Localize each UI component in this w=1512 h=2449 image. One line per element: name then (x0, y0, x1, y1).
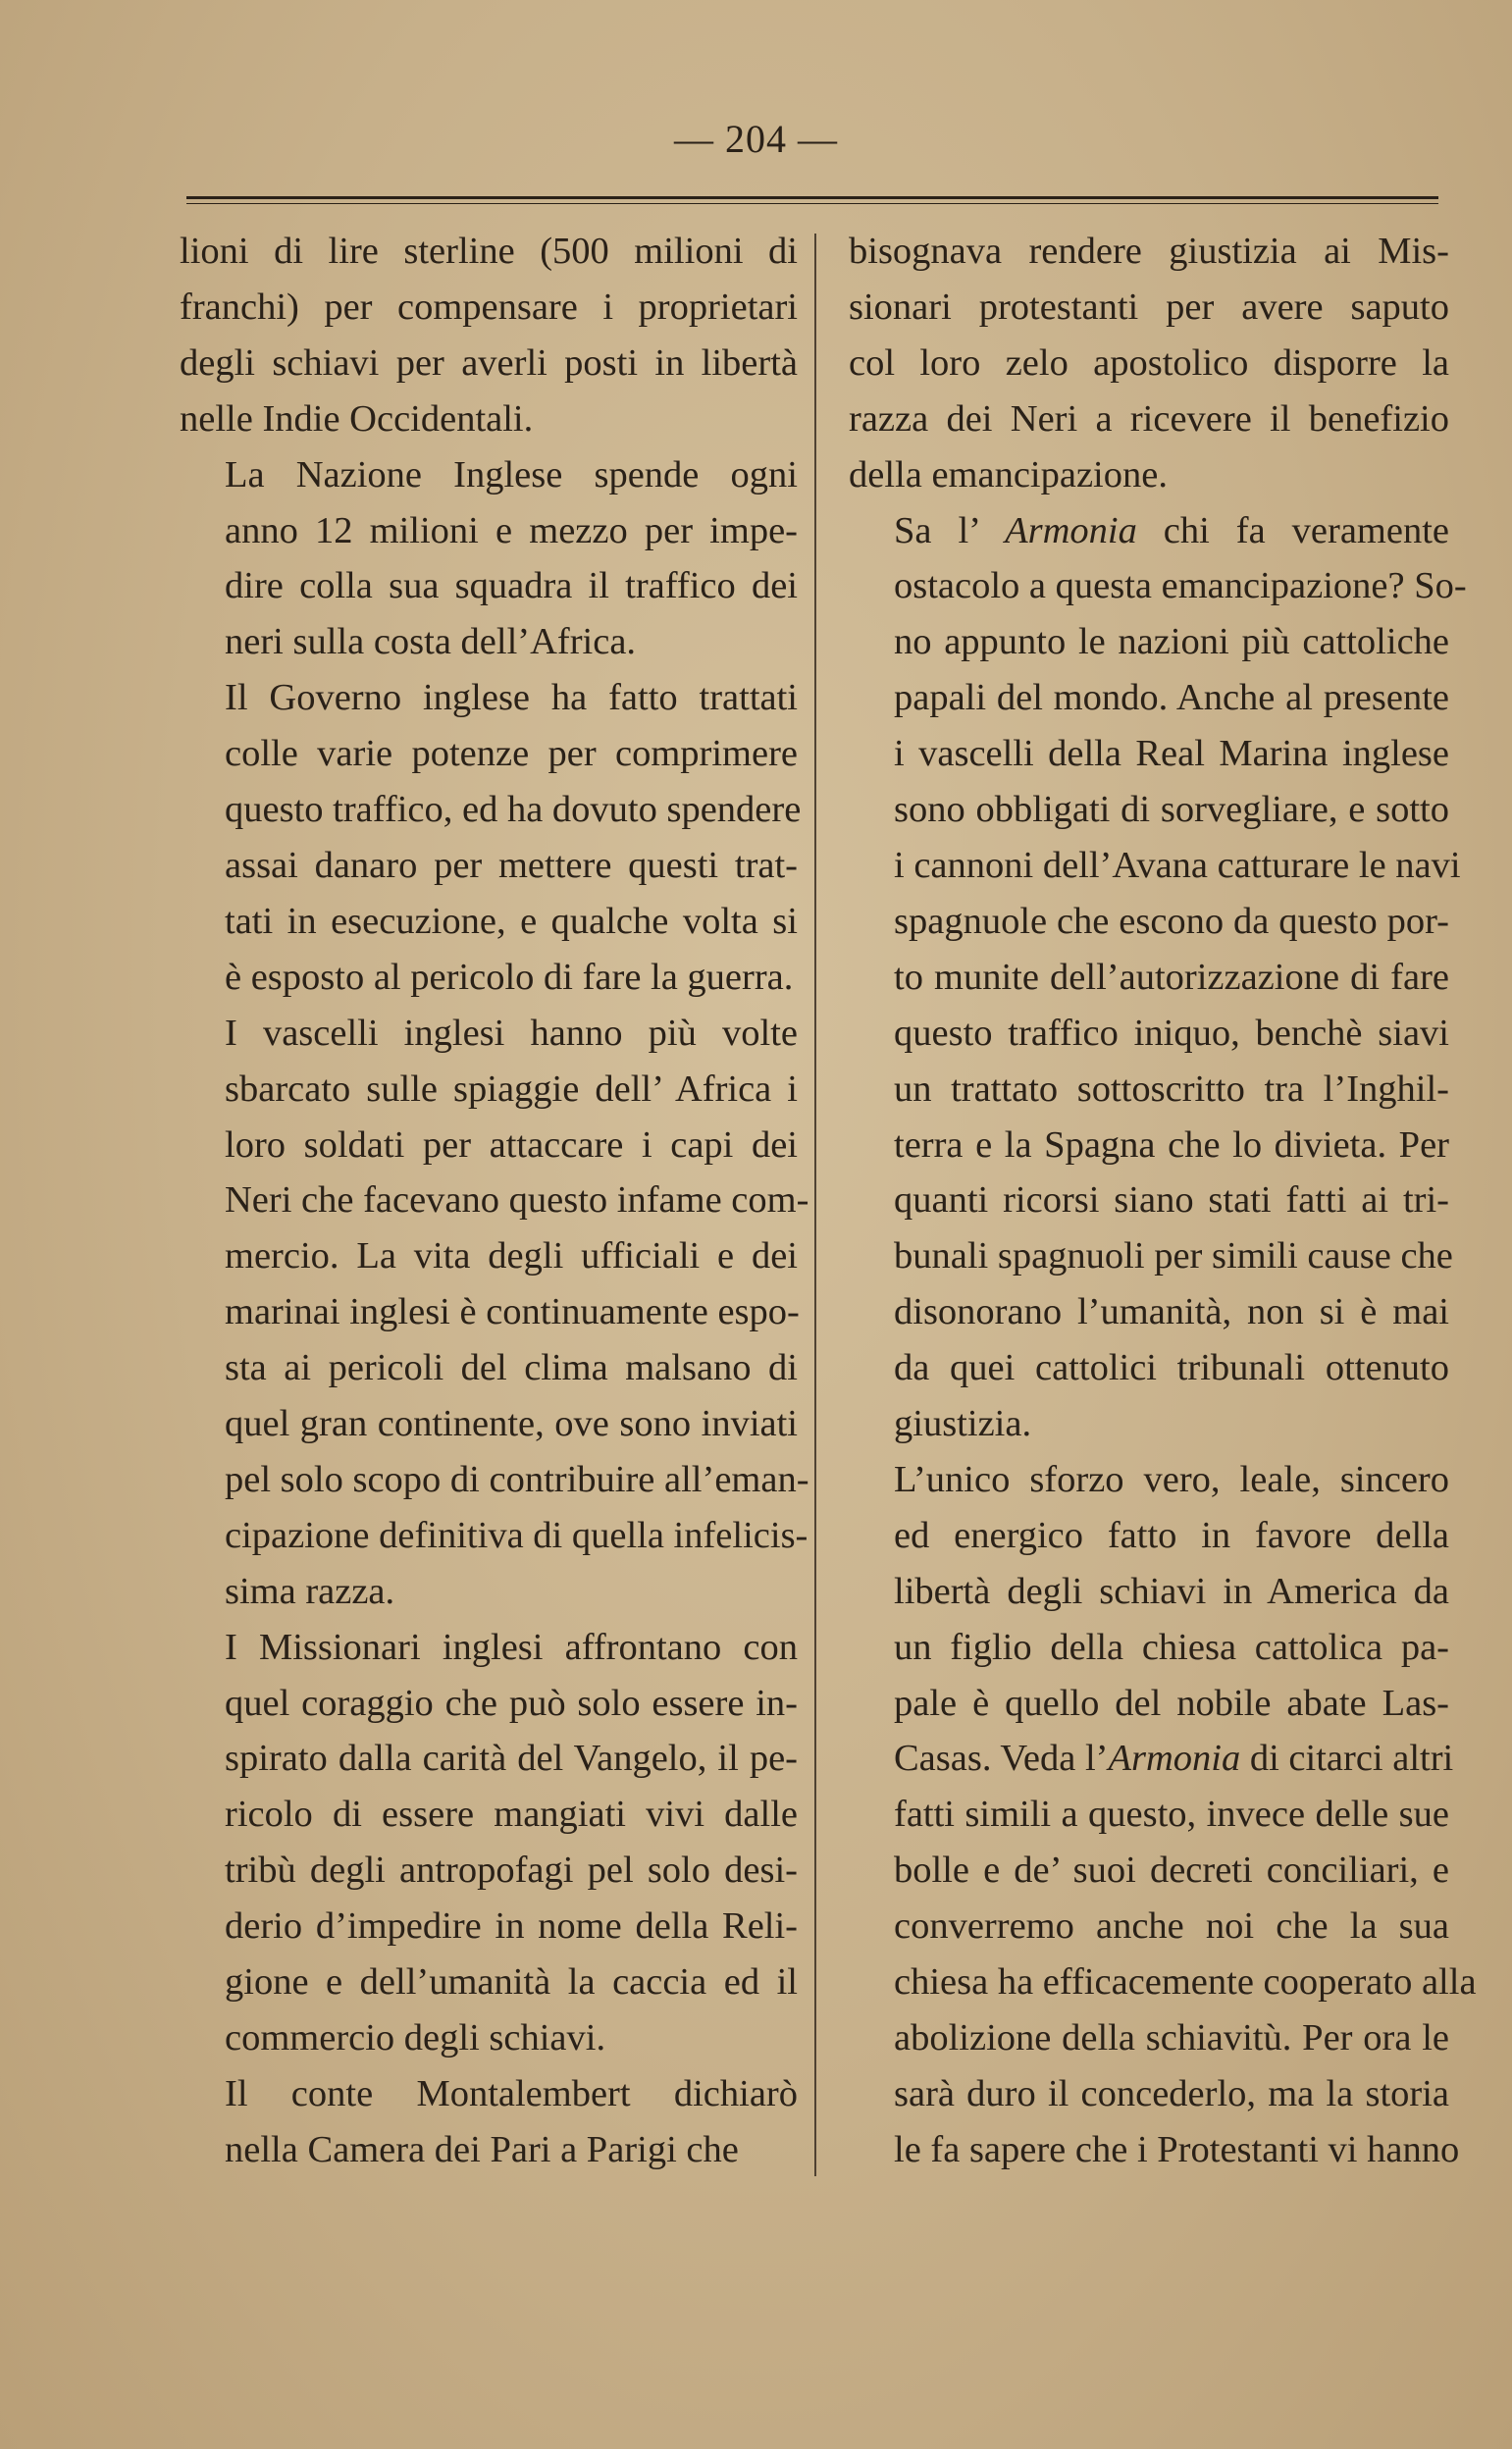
text-line: sionari protestanti per avere saputo (849, 286, 1449, 328)
text-line: to munite dell’autorizzazione di fare (894, 956, 1449, 998)
text-line: cipazione definitiva di quella infelicis- (225, 1514, 808, 1556)
text-line: quel coraggio che può solo essere in- (225, 1682, 798, 1724)
text-line: bisognava rendere giustizia ai Mis- (849, 231, 1449, 272)
paragraph (180, 224, 798, 447)
text-line: gione e dell’umanità la caccia ed il (225, 1961, 798, 2004)
text-line: questo traffico, ed ha dovuto spendere (225, 789, 802, 831)
text-line: degli schiavi per averli posti in libertà (180, 341, 798, 384)
paragraph (180, 670, 802, 1005)
text-line: I Missionari inglesi affrontano con (225, 1626, 798, 1668)
text-line: questo traffico iniquo, benchè siavi (894, 1012, 1449, 1054)
paragraph (180, 447, 798, 671)
text-line: tati in esecuzione, e qualche volta si (225, 900, 798, 942)
text-line: razza dei Neri a ricevere il benefizio (849, 397, 1449, 440)
header-rule (186, 196, 1438, 204)
paragraph (180, 2066, 798, 2178)
text-line: Il conte Montalembert dichiarò (225, 2072, 798, 2114)
text-line: pel solo scopo di contribuire all’eman- (225, 1458, 809, 1500)
paragraph (849, 1452, 1477, 2178)
text-line: mercio. La vita degli ufficiali e dei (225, 1235, 798, 1277)
text-line: marinai inglesi è continuamente espo- (225, 1291, 800, 1333)
paragraph (849, 224, 1449, 503)
text-line: converremo anche noi che la sua (894, 1905, 1449, 1948)
text-line: Casas. Veda l’Armonia di citarci altri (894, 1738, 1454, 1780)
text-line: nelle Indie Occidentali. (180, 397, 534, 440)
text-line: I vascelli inglesi hanno più volte (225, 1012, 798, 1054)
text-line: è esposto al pericolo di fare la guerra. (225, 956, 794, 998)
text-line: chiesa ha efficacemente cooperato alla (894, 1961, 1477, 2004)
text-line: neri sulla costa dell’Africa. (225, 621, 637, 663)
text-line: anno 12 milioni e mezzo per impe- (225, 509, 798, 551)
text-line: Il Governo inglese ha fatto trattati (225, 677, 798, 719)
text-line: ostacolo a questa emancipazione? So- (894, 565, 1467, 607)
text-line: franchi) per compensare i proprietari (180, 286, 798, 328)
text-line: un figlio della chiesa cattolica pa- (894, 1626, 1449, 1668)
text-line: colle varie potenze per comprimere (225, 733, 798, 775)
left-column (180, 224, 809, 2178)
text-line: i cannoni dell’Avana catturare le navi (894, 844, 1461, 886)
text-line: ricolo di essere mangiati vivi dalle (225, 1794, 798, 1836)
text-line: sbarcato sulle spiaggie dell’ Africa i (225, 1068, 798, 1110)
text-line: papali del mondo. Anche al presente (894, 677, 1449, 719)
text-line: giustizia. (894, 1403, 1032, 1445)
text-line: bunali spagnuoli per simili cause che (894, 1235, 1453, 1277)
text-line: tribù degli antropofagi pel solo desi- (225, 1850, 798, 1892)
text-line: quel gran continente, ove sono inviati (225, 1403, 798, 1445)
column-divider (814, 234, 816, 2176)
text-line: pale è quello del nobile abate Las- (894, 1682, 1449, 1724)
text-line: sta ai pericoli del clima malsano di (225, 1347, 798, 1389)
text-line: spagnuole che escono da questo por- (894, 900, 1449, 942)
text-line: spirato dalla carità del Vangelo, il pe- (225, 1738, 798, 1780)
text-line: da quei cattolici tribunali ottenuto (894, 1347, 1449, 1389)
paragraph (180, 1006, 809, 1620)
text-line: col loro zelo apostolico disporre la (849, 341, 1449, 384)
text-line: i vascelli della Real Marina inglese (894, 733, 1449, 775)
text-line: La Nazione Inglese spende ogni (225, 453, 798, 495)
text-line: le fa sapere che i Protestanti vi hanno (894, 2128, 1460, 2170)
page-number: — 204 — (674, 117, 838, 161)
text-line: L’unico sforzo vero, leale, sincero (894, 1458, 1449, 1500)
text-line: no appunto le nazioni più cattoliche (894, 621, 1449, 663)
text-line: terra e la Spagna che lo divieta. Per (894, 1123, 1449, 1166)
text-line: sarà duro il concederlo, ma la storia (894, 2072, 1449, 2114)
text-line: Neri che facevano questo infame com- (225, 1179, 809, 1222)
text-line: bolle e de’ suoi decreti conciliari, e (894, 1850, 1449, 1892)
text-line: sima razza. (225, 1570, 395, 1612)
text-line: ed energico fatto in favore della (894, 1514, 1449, 1556)
text-line: disonorano l’umanità, non si è mai (894, 1291, 1449, 1333)
text-line: fatti simili a questo, invece delle sue (894, 1794, 1449, 1836)
text-line: loro soldati per attaccare i capi dei (225, 1123, 798, 1166)
text-line: commercio degli schiavi. (225, 2017, 606, 2058)
text-line: abolizione della schiavitù. Per ora le (894, 2017, 1449, 2058)
text-line: Sa l’ Armonia chi fa veramente (894, 509, 1449, 551)
right-column (849, 224, 1477, 2178)
text-line: lioni di lire sterline (500 milioni di (180, 231, 798, 272)
text-line: quanti ricorsi siano stati fatti ai tri- (894, 1179, 1449, 1222)
text-line: derio d’impedire in nome della Reli- (225, 1905, 798, 1948)
text-line: nella Camera dei Pari a Parigi che (225, 2128, 739, 2170)
text-line: libertà degli schiavi in America da (894, 1570, 1449, 1612)
paragraph (849, 503, 1467, 1452)
paragraph (180, 1620, 798, 2066)
text-line: assai danaro per mettere questi trat- (225, 844, 798, 886)
text-line: della emancipazione. (849, 453, 1168, 495)
text-line: dire colla sua squadra il traffico dei (225, 565, 798, 607)
text-line: un trattato sottoscritto tra l’Inghil- (894, 1068, 1449, 1110)
text-line: sono obbligati di sorvegliare, e sotto (894, 789, 1449, 831)
